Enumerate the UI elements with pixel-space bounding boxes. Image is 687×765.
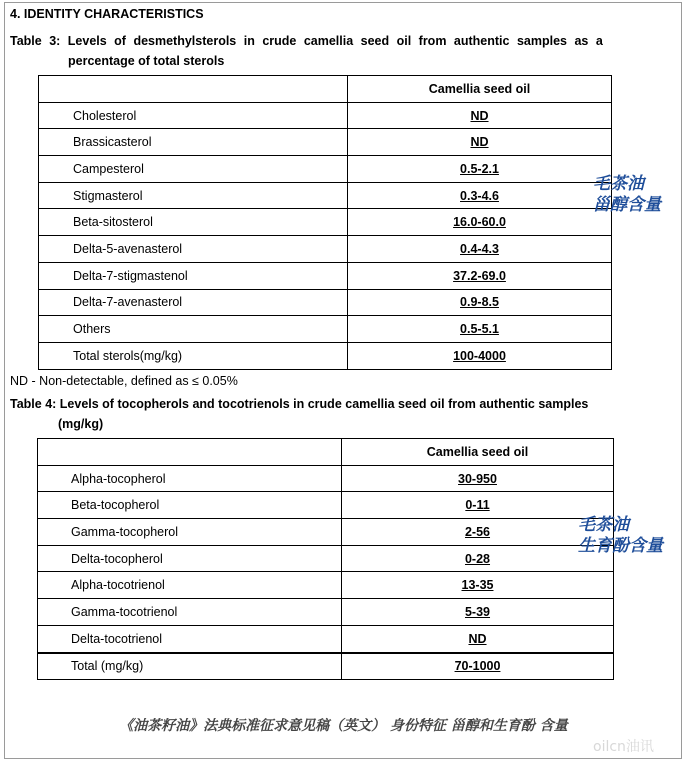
row-value: 100-4000 — [348, 342, 612, 369]
table4-caption-line2: (mg/kg) — [58, 417, 104, 431]
tocopherol-annotation-line2: 生育酚含量 — [578, 536, 663, 556]
row-name: Alpha-tocopherol — [38, 465, 342, 492]
row-name: Delta-5-avenasterol — [39, 236, 348, 263]
row-name: Alpha-tocotrienol — [38, 572, 342, 599]
row-value: 5-39 — [342, 599, 614, 626]
table-row — [38, 625, 614, 652]
row-name: Campesterol — [39, 156, 348, 183]
row-value: ND — [348, 129, 612, 156]
row-value: 70-1000 — [342, 653, 614, 680]
row-name: Delta-tocotrienol — [38, 625, 342, 652]
row-value: ND — [348, 102, 612, 129]
table-row — [39, 102, 612, 129]
row-value: 0.5-2.1 — [348, 156, 612, 183]
table-row — [38, 492, 614, 519]
section-heading: 4. IDENTITY CHARACTERISTICS — [10, 7, 204, 21]
sterol-annotation-line1: 毛茶油 — [593, 174, 644, 194]
row-value: 2-56 — [342, 519, 614, 546]
sterol-annotation — [593, 174, 661, 216]
sterol-annotation-line2: 甾醇含量 — [593, 195, 661, 215]
row-value: 30-950 — [342, 465, 614, 492]
row-value: 13-35 — [342, 572, 614, 599]
table-row — [38, 653, 614, 680]
row-name: Delta-7-avenasterol — [39, 289, 348, 316]
table4-caption — [10, 394, 650, 434]
bottom-caption: 《油茶籽油》法典标准征求意见稿（英文） 身份特征 甾醇和生育酚 含量 — [119, 718, 568, 734]
table-row — [39, 236, 612, 263]
row-name: Others — [39, 316, 348, 343]
table-row — [38, 465, 614, 492]
table3-caption — [10, 31, 650, 71]
table-row — [38, 545, 614, 572]
table-row — [39, 129, 612, 156]
tocopherol-annotation — [578, 515, 663, 557]
table-row — [39, 156, 612, 183]
table-row — [39, 209, 612, 236]
sterols-table — [38, 75, 612, 370]
row-name: Brassicasterol — [39, 129, 348, 156]
watermark: oilcn油讯 — [593, 739, 654, 755]
table-row — [39, 262, 612, 289]
row-name: Gamma-tocotrienol — [38, 599, 342, 626]
row-name: Stigmasterol — [39, 182, 348, 209]
row-value: 0-11 — [342, 492, 614, 519]
tocopherols-table — [37, 438, 614, 680]
column-header: Camellia seed oil — [342, 439, 614, 466]
row-value: 0.9-8.5 — [348, 289, 612, 316]
table-row — [39, 316, 612, 343]
row-name: Beta-sitosterol — [39, 209, 348, 236]
row-value: 0-28 — [342, 545, 614, 572]
row-value: 37.2-69.0 — [348, 262, 612, 289]
row-name: Delta-7-stigmastenol — [39, 262, 348, 289]
table-header-row — [39, 76, 612, 103]
tocopherol-annotation-line1: 毛茶油 — [578, 515, 629, 535]
table-row — [39, 289, 612, 316]
column-header: Camellia seed oil — [348, 76, 612, 103]
row-value: 0.4-4.3 — [348, 236, 612, 263]
table-row — [39, 342, 612, 369]
table-row — [38, 519, 614, 546]
row-name: Cholesterol — [39, 102, 348, 129]
row-name: Gamma-tocopherol — [38, 519, 342, 546]
table3-caption-line1: Table 3: Levels of desmethylsterols in crude camellia seed oil from authentic samples as a — [10, 34, 603, 48]
table3-caption-line2: percentage of total sterols — [68, 54, 225, 68]
table-header-row — [38, 439, 614, 466]
row-value: ND — [342, 625, 614, 652]
row-name: Delta-tocopherol — [38, 545, 342, 572]
row-value: 0.3-4.6 — [348, 182, 612, 209]
table4-caption-line1: Table 4: Levels of tocopherols and tocotrienols in crude camellia seed oil from authentic samples — [10, 397, 589, 411]
table-row — [38, 572, 614, 599]
table-row — [39, 182, 612, 209]
table-row — [38, 599, 614, 626]
footnote: ND - Non-detectable, defined as ≤ 0.05% — [10, 374, 238, 388]
row-name: Total (mg/kg) — [38, 653, 342, 680]
row-value: 0.5-5.1 — [348, 316, 612, 343]
row-value: 16.0-60.0 — [348, 209, 612, 236]
row-name: Beta-tocopherol — [38, 492, 342, 519]
row-name: Total sterols(mg/kg) — [39, 342, 348, 369]
